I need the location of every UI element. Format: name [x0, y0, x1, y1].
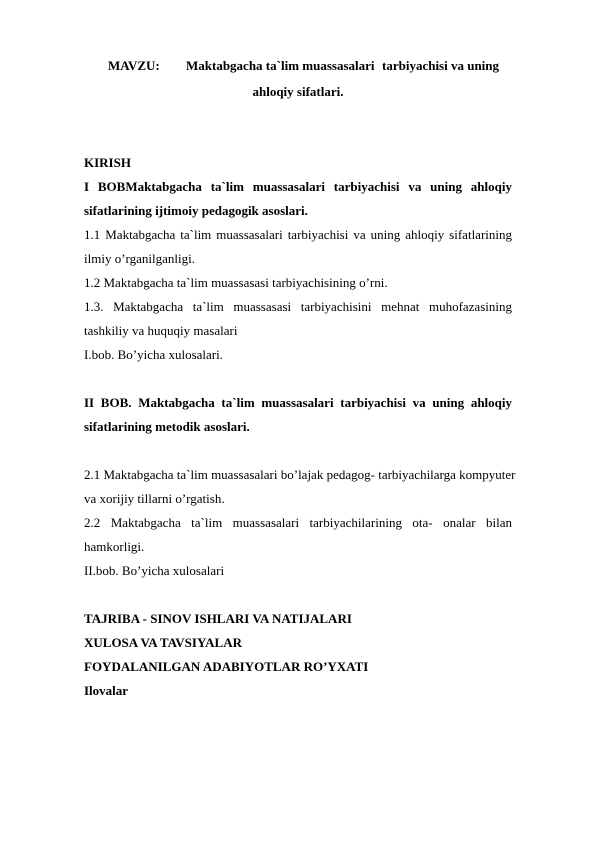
- title-topic-part-2: tarbiyachisi va uning: [382, 58, 500, 73]
- toc-chapter-2-conclusion: II.bob. Bo’yicha xulosalari: [84, 563, 225, 578]
- toc-chapter-2-title: II BOB. Maktabgacha ta`lim muassasalari tarbiyachisi va uning ahloqiy: [84, 395, 512, 410]
- toc-section-2-2-cont: hamkorligi.: [84, 539, 145, 554]
- toc-chapter-1-title: I BOBMaktabgacha ta`lim muassasalari tarbiyachisi va uning ahloqiy: [84, 179, 512, 194]
- toc-section-2-1: 2.1 Maktabgacha ta`lim muassasalari bo’lajak pedagog- tarbiyachilarga kompyuter: [84, 467, 516, 482]
- toc-chapter-2-title-cont: sifatlarining metodik asoslari.: [84, 419, 250, 434]
- toc-section-1-3: 1.3. Maktabgacha ta`lim muassasasi tarbiyachisini mehnat muhofazasining: [84, 299, 512, 314]
- toc-appendix: Ilovalar: [84, 683, 129, 698]
- title-topic-part-1: Maktabgacha ta`lim muassasalari: [186, 58, 375, 73]
- toc-conclusions: XULOSA VA TAVSIYALAR: [84, 635, 242, 650]
- title-label: MAVZU:: [108, 58, 160, 73]
- toc-section-2-2: 2.2 Maktabgacha ta`lim muassasalari tarbiyachilarining ota- onalar bilan: [84, 515, 512, 530]
- toc-introduction: KIRISH: [84, 155, 131, 170]
- toc-section-2-1-cont: va xorijiy tillarni o’rgatish.: [84, 491, 225, 506]
- title-line-2: ahloqiy sifatlari.: [252, 84, 344, 99]
- document-body: [84, 0, 516, 842]
- toc-experiments: TAJRIBA - SINOV ISHLARI VA NATIJALARI: [84, 611, 352, 626]
- toc-section-1-2: 1.2 Maktabgacha ta`lim muassasasi tarbiyachisining o’rni.: [84, 275, 388, 290]
- toc-chapter-1-conclusion: I.bob. Bo’yicha xulosalari.: [84, 347, 223, 362]
- toc-section-1-3-cont: tashkiliy va huquqiy masalari: [84, 323, 238, 338]
- toc-section-1-1-cont: ilmiy o’rganilganligi.: [84, 251, 195, 266]
- toc-section-1-1: 1.1 Maktabgacha ta`lim muassasalari tarbiyachisi va uning ahloqiy sifatlarining: [84, 227, 512, 242]
- toc-references: FOYDALANILGAN ADABIYOTLAR RO’YXATI: [84, 659, 369, 674]
- toc-chapter-1-title-cont: sifatlarining ijtimoiy pedagogik asoslari.: [84, 203, 308, 218]
